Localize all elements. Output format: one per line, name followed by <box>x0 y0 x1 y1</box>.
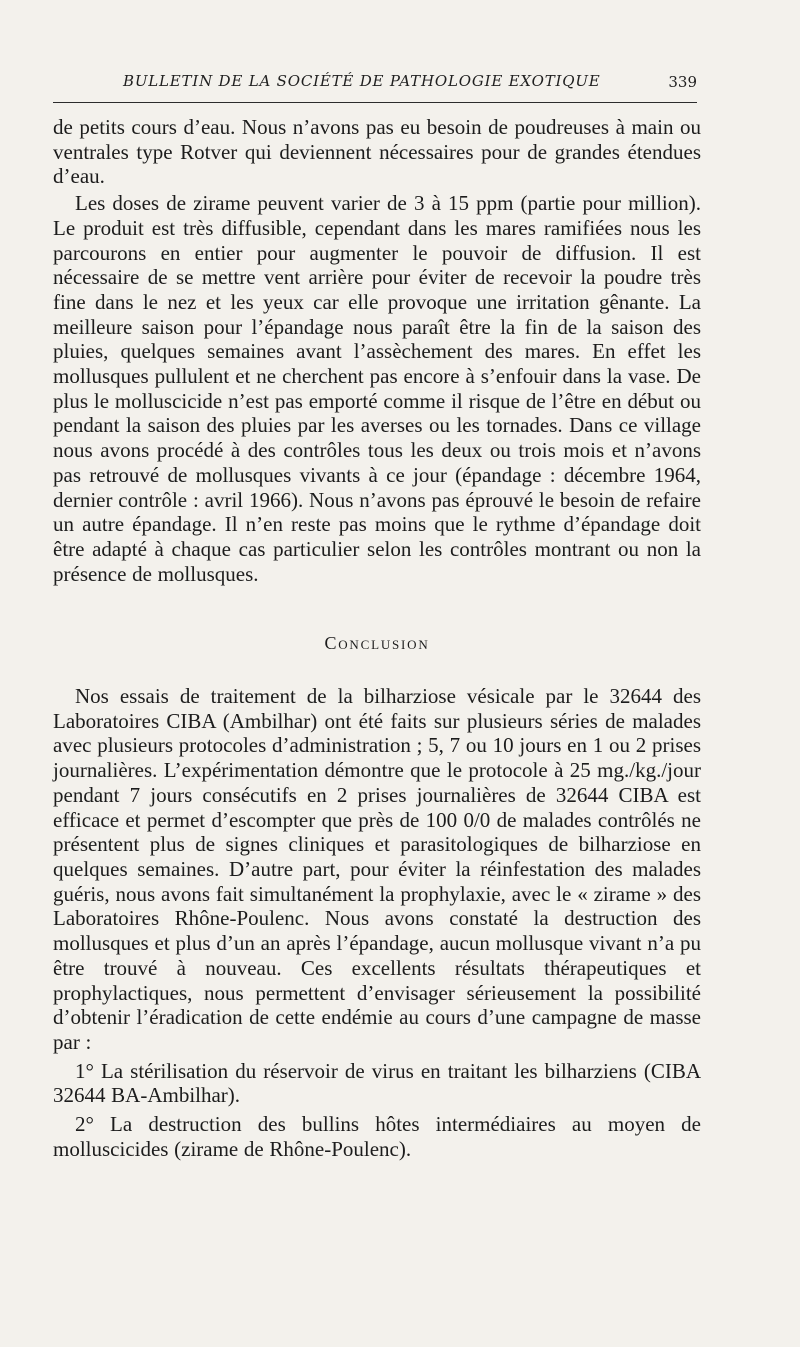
journal-title: BULLETIN DE LA SOCIÉTÉ DE PATHOLOGIE EXOTIQUE <box>123 72 601 90</box>
paragraph-zirame-doses: Les doses de zirame peuvent varier de 3 à 15 ppm (partie pour million). Le produit est très diffusible, cependant dans les mares ramifiées nous les parcourons en entier pour augmenter le pouvoir de diffusion. Il est nécessaire de se mettre vent arrière pour éviter de recevoir la poudre très fine dans le nez et les yeux car elle provoque une irritation gênante. La meilleure saison pour l’épandage nous paraît être la fin de la saison des pluies, quelques semaines avant l’assèchement des mares. En effet les mollusques pullulent et ne cherchent pas encore à s’enfouir dans la vase. De plus le molluscicide n’est pas emporté comme il risque de l’être en début ou pendant la saison des pluies par les averses ou les tornades. Dans ce village nous avons procédé à des contrôles tous les deux ou trois mois et n’avons pas retrouvé de mollusques vivants à ce jour (épandage : décembre 1964, dernier contrôle : avril 1966). Nous n’avons pas éprouvé le besoin de refaire un autre épandage. Il n’en reste pas moins que le rythme d’épandage doit être adapté à chaque cas particulier selon les contrôles montrant ou non la présence de mollusques. <box>53 191 701 586</box>
list-item-destruction: 2° La destruction des bullins hôtes intermédiaires au moyen de molluscicides (zirame de Rhône-Poulenc). <box>53 1112 701 1161</box>
section-heading-conclusion: Conclusion <box>324 633 430 654</box>
page-number: 339 <box>668 73 697 91</box>
list-item-sterilisation: 1° La stérilisation du réservoir de virus en traitant les bilharziens (CIBA 32644 BA-Ambilhar). <box>53 1058 701 1108</box>
paragraph-conclusion: Nos essais de traitement de la bilharziose vésicale par le 32644 des Laboratoires CIBA (Ambilhar) ont été faits sur plusieurs séries de malades avec plusieurs protocoles d’administration ; 5, 7 ou 10 jours en 1 ou 2 prises journalières. L’expérimentation démontre que le protocole à 25 mg./kg./jour pendant 7 jours consécutifs en 2 prises journalières de 32644 CIBA est efficace et permet d’escompter que près de 100 0/0 de malades contrôlés ne présentent plus de signes cliniques et parasitologiques de bilharziose en quelques semaines. D’autre part, pour éviter la réinfestation des malades guéris, nous avons fait simultanément la prophylaxie, avec le « zirame » des Laboratoires Rhône-Poulenc. Nous avons constaté la destruction des mollusques et plus d’un an après l’épandage, aucun mollusque vivant n’a pu être trouvé à nouveau. Ces excellents résultats thérapeutiques et prophylactiques, nous permettent d’envisager sérieusement la possibilité d’obtenir l’éradication de cette endémie au cours d’une campagne de masse par : <box>53 684 701 1054</box>
body-text <box>53 115 701 1161</box>
running-header <box>53 70 697 103</box>
paragraph-continuation: de petits cours d’eau. Nous n’avons pas eu besoin de poudreuses à main ou ventrales type Rotver qui deviennent nécessaires pour de grandes étendues d’eau. <box>53 115 701 189</box>
